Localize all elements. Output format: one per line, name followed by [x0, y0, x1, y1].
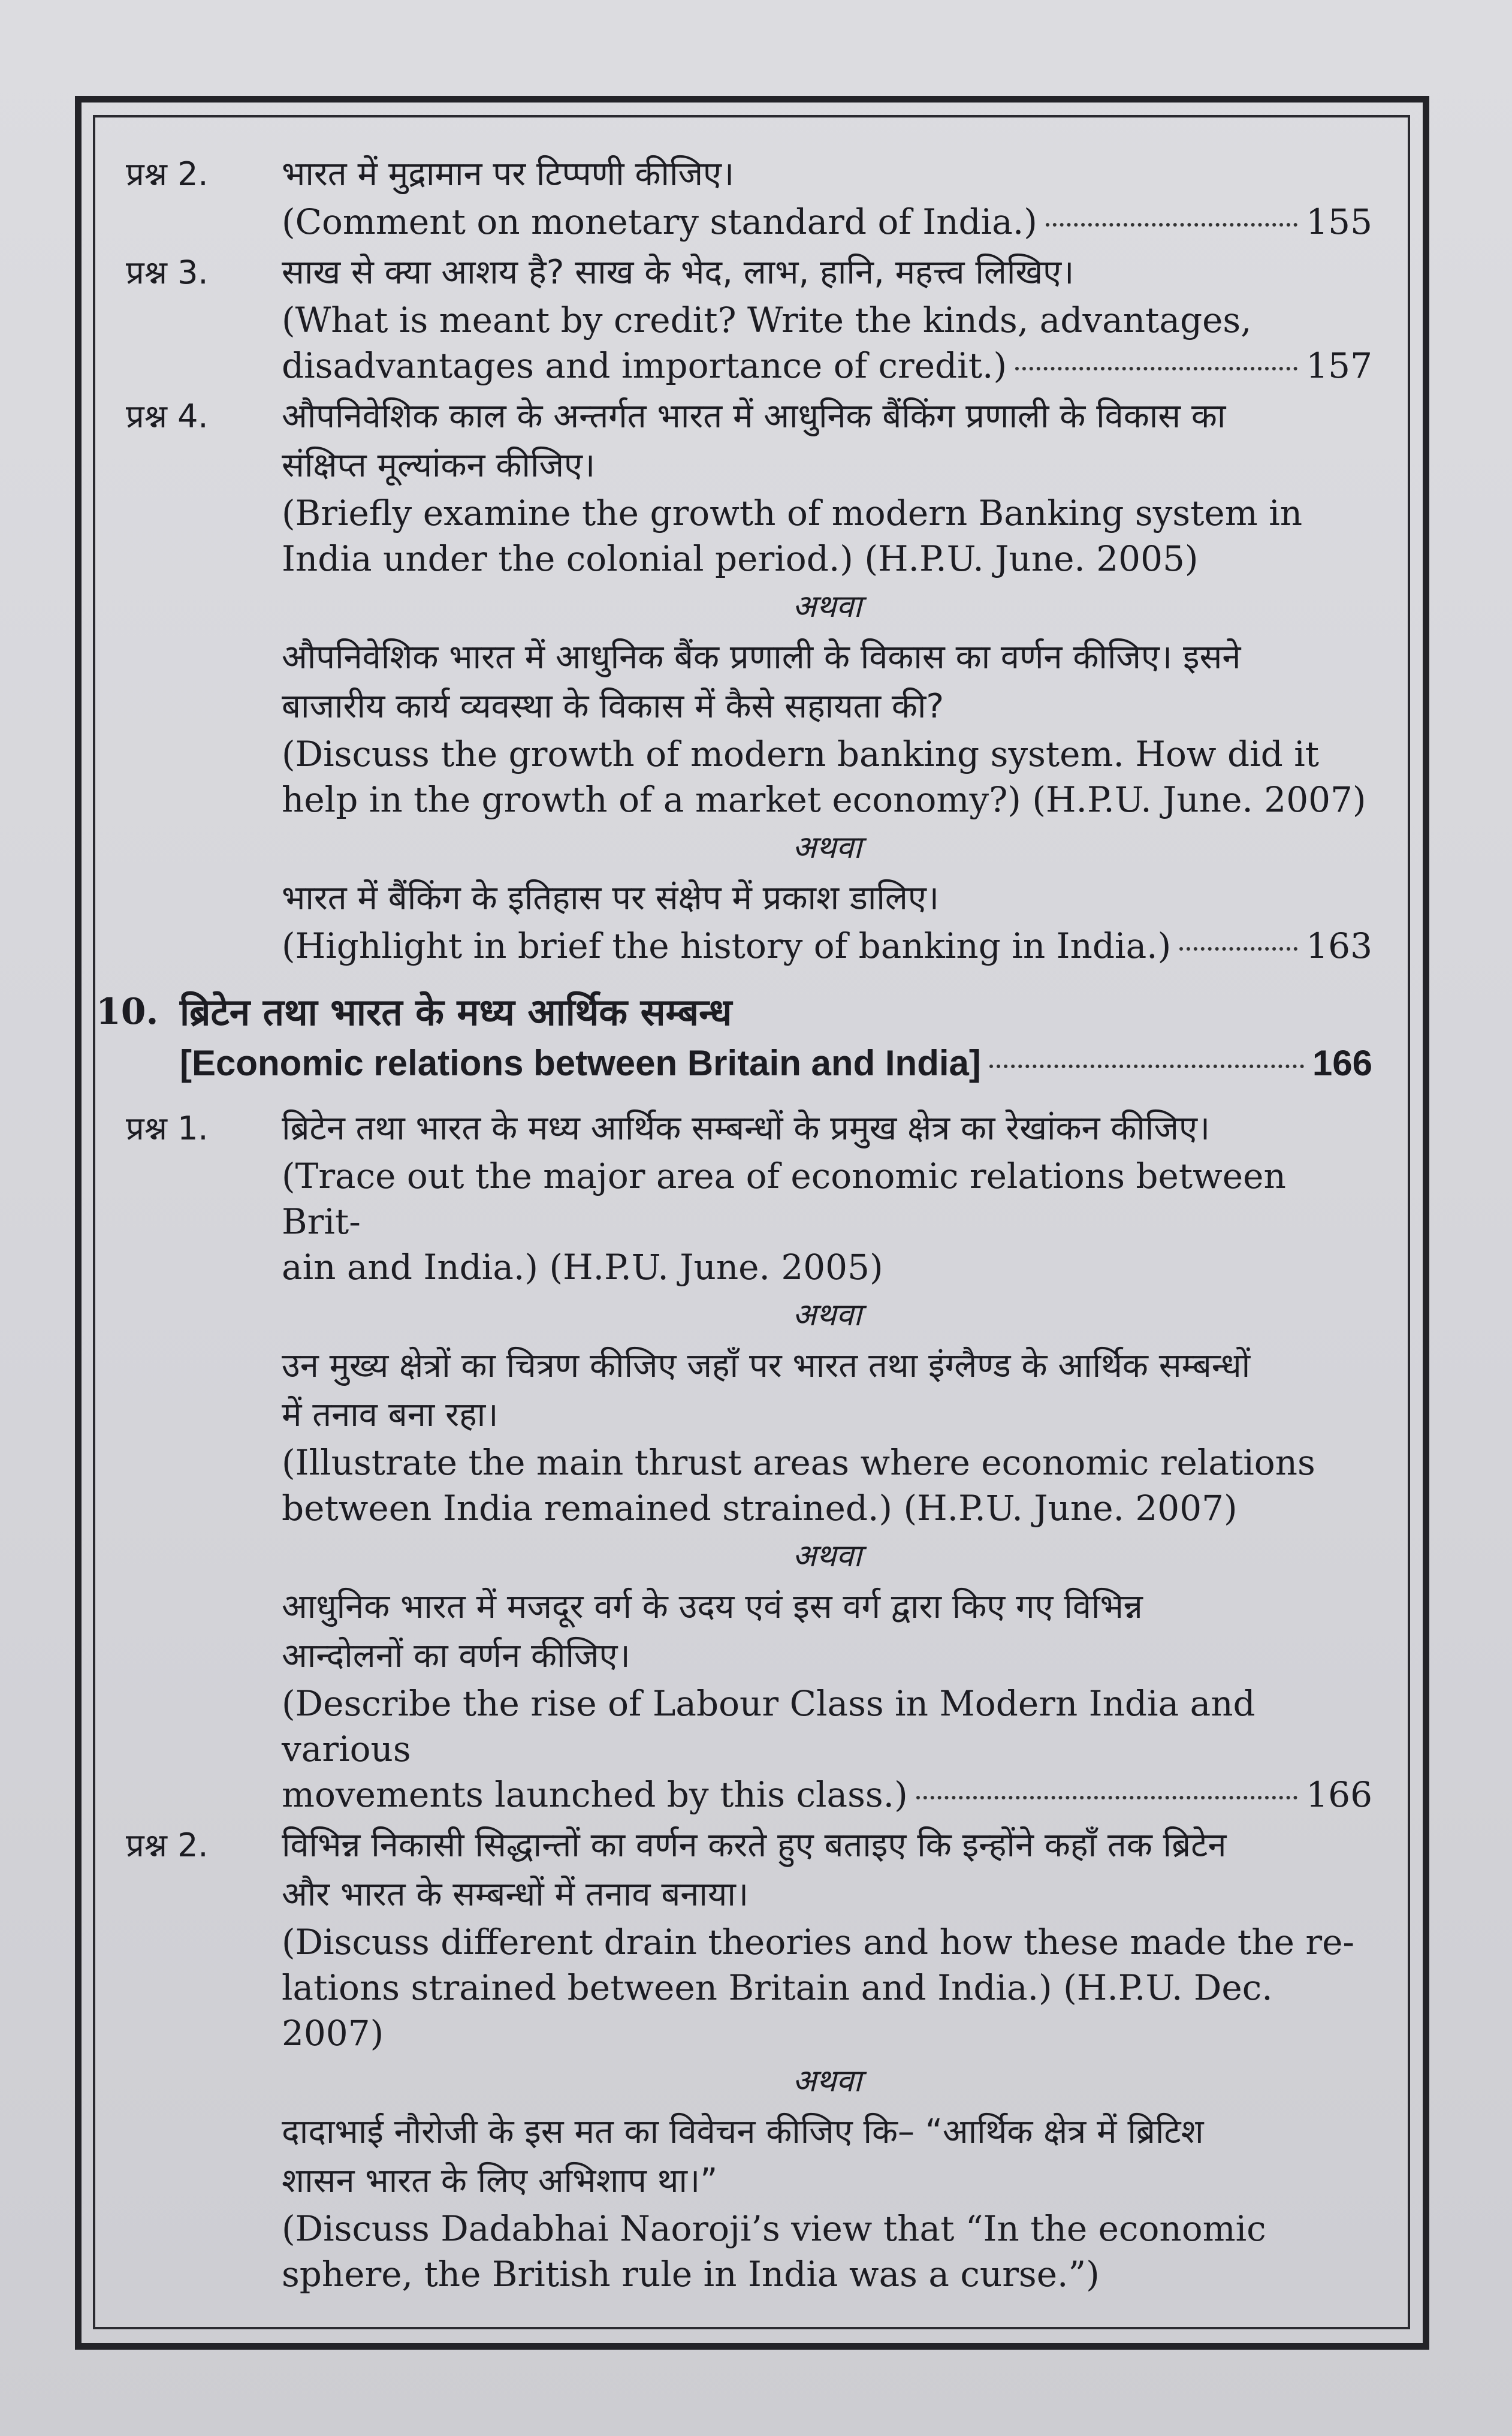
question-label: प्रश्न 1. [126, 1110, 209, 1147]
page-number: 166 [1306, 1774, 1372, 1815]
question-label: प्रश्न 3. [126, 254, 209, 291]
question-label: प्रश्न 2. [126, 155, 209, 193]
leader-dots [1046, 223, 1297, 227]
alternate-english: (Discuss Dadabhai Naoroji’s view that “In the economic [282, 2208, 1266, 2249]
question-3 [126, 248, 1372, 388]
question-english: (Briefly examine the growth of modern Banking system in [282, 493, 1303, 533]
alternate-english: between India remained strained.) (H.P.U. June. 2007) [282, 1488, 1238, 1528]
question-english: (What is meant by credit? Write the kinds, advantages, [282, 300, 1252, 340]
alternate-english: (Discuss the growth of modern banking system. How did it [282, 734, 1320, 774]
question-hindi: औपनिवेशिक काल के अन्तर्गत भारत में आधुनिक बैंकिंग प्रणाली के विकास का [282, 397, 1226, 436]
question-4 [126, 392, 1372, 969]
chapter-10-question-2 [126, 1821, 1372, 2297]
alternate-hindi: शासन भारत के लिए अभिशाप था।” [282, 2161, 718, 2200]
question-hindi: और भारत के सम्बन्धों में तनाव बनाया। [282, 1875, 749, 1914]
alternate-hindi: दादाभाई नौरोजी के इस मत का विवेचन कीजिए कि– “आर्थिक क्षेत्र में ब्रिटिश [282, 2112, 1204, 2151]
contents-list [96, 150, 1372, 2301]
alternate-english: help in the growth of a market economy?) (H.P.U. June. 2007) [282, 779, 1366, 820]
alternate-hindi: आन्दोलनों का वर्णन कीजिए। [282, 1636, 630, 1675]
question-hindi: भारत में मुद्रामान पर टिप्पणी कीजिए। [282, 155, 735, 194]
chapter-title-english-leader [180, 1038, 1372, 1089]
alternate-english: sphere, the British rule in India was a curse.”) [282, 2254, 1100, 2295]
alternate-english: (Illustrate the main thrust areas where economic relations [282, 1442, 1315, 1483]
question-label: प्रश्न 2. [126, 1826, 209, 1864]
question-english: lations strained between Britain and India.) (H.P.U. Dec. 2007) [282, 1967, 1273, 2054]
leader-dots [916, 1796, 1298, 1799]
or-separator: अथवा [792, 1538, 862, 1574]
alternate-english: movements launched by this class.) [282, 1774, 908, 1815]
question-english: ain and India.) (H.P.U. June. 2005) [282, 1247, 883, 1288]
alternate-english: (Describe the rise of Labour Class in Modern India and various [282, 1683, 1256, 1769]
page-number: 166 [1312, 1043, 1372, 1083]
chapter-title-hindi: ब्रिटेन तथा भारत के मध्य आर्थिक सम्बन्ध [180, 990, 732, 1034]
chapter-title-english: [Economic relations between Britain and India] [180, 1043, 981, 1083]
question-english-leader [282, 199, 1372, 245]
alternate-hindi: उन मुख्य क्षेत्रों का चित्रण कीजिए जहाँ पर भारत तथा इंग्लैण्ड के आर्थिक सम्बन्धों [282, 1346, 1251, 1385]
alternate-english-leader [282, 923, 1372, 969]
question-english: disadvantages and importance of credit.) [282, 345, 1007, 386]
question-hindi: साख से क्या आशय है? साख के भेद, लाभ, हानि, महत्त्व लिखिए। [282, 253, 1075, 292]
question-english-leader [282, 343, 1372, 388]
or-separator: अथवा [792, 1297, 862, 1333]
leader-dots [1015, 367, 1297, 370]
question-hindi: संक्षिप्त मूल्यांकन कीजिए। [282, 446, 596, 485]
alternate-english-leader [282, 1772, 1372, 1817]
page-number: 155 [1306, 201, 1372, 242]
leader-dots [1179, 947, 1297, 951]
or-separator: अथवा [792, 2063, 862, 2099]
question-english: India under the colonial period.) (H.P.U. June. 2005) [282, 538, 1199, 579]
alternate-english: (Highlight in brief the history of banking in India.) [282, 925, 1172, 966]
question-english: (Comment on monetary standard of India.) [282, 201, 1037, 242]
chapter-10-question-1 [126, 1104, 1372, 1817]
question-hindi: ब्रिटेन तथा भारत के मध्य आर्थिक सम्बन्धों के प्रमुख क्षेत्र का रेखांकन कीजिए। [282, 1109, 1211, 1148]
question-english: (Trace out the major area of economic relations between Brit- [282, 1156, 1286, 1242]
or-separator: अथवा [792, 589, 862, 625]
alternate-hindi: में तनाव बना रहा। [282, 1395, 499, 1434]
question-label: प्रश्न 4. [126, 397, 209, 435]
page-number: 157 [1306, 345, 1372, 386]
alternate-hindi: औपनिवेशिक भारत में आधुनिक बैंक प्रणाली के विकास का वर्णन कीजिए। इसने [282, 638, 1241, 677]
page-number: 163 [1306, 925, 1372, 966]
or-separator: अथवा [792, 830, 862, 866]
question-english: (Discuss different drain theories and how these made the re- [282, 1922, 1354, 1962]
alternate-hindi: आधुनिक भारत में मजदूर वर्ग के उदय एवं इस वर्ग द्वारा किए गए विभिन्न [282, 1587, 1143, 1626]
question-2 [126, 150, 1372, 245]
alternate-hindi: बाजारीय कार्य व्यवस्था के विकास में कैसे सहायता की? [282, 687, 944, 726]
leader-dots [989, 1065, 1304, 1068]
chapter-number: 10. [96, 991, 159, 1033]
chapter-10-heading [96, 987, 1372, 1089]
question-hindi: विभिन्न निकासी सिद्धान्तों का वर्णन करते हुए बताइए कि इन्होंने कहाँ तक ब्रिटेन [282, 1826, 1227, 1865]
alternate-hindi: भारत में बैंकिंग के इतिहास पर संक्षेप में प्रकाश डालिए। [282, 879, 940, 918]
